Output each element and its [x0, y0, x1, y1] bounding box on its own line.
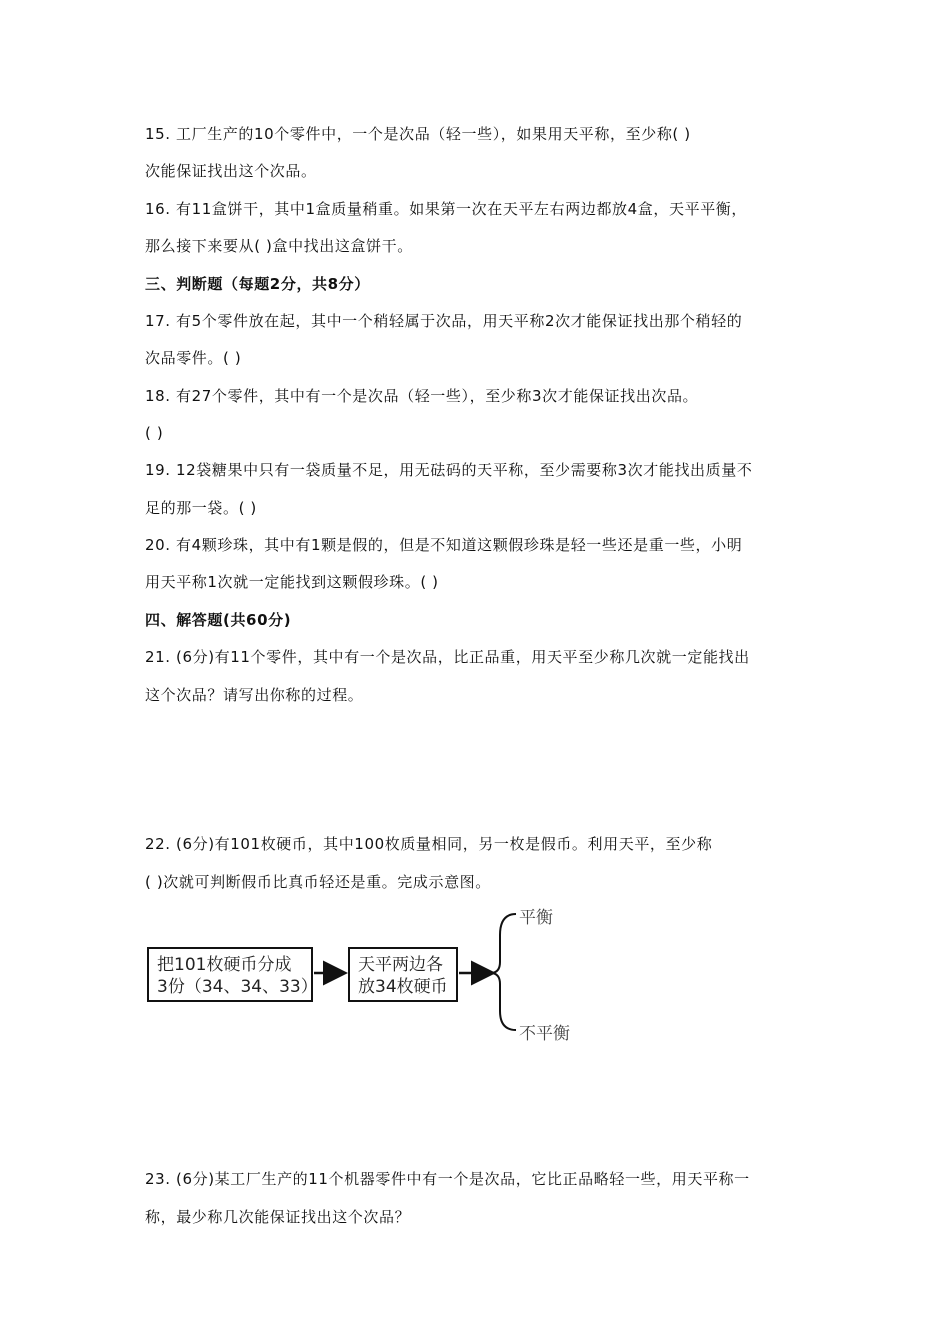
- branch-label-balanced: 平衡: [519, 908, 553, 928]
- q18-line2: ( ): [145, 424, 164, 442]
- q20-line1: 20. 有4颗珍珠，其中有1颗是假的，但是不知道这颗假珍珠是轻一些还是重一些，小明: [145, 536, 743, 554]
- step-box-weigh-line1: 天平两边各: [358, 955, 443, 975]
- q23-line1: 23. (6分)某工厂生产的11个机器零件中有一个是次品，它比正品略轻一些，用天平称一: [145, 1170, 750, 1188]
- q16-line2: 那么接下来要从( )盒中找出这盒饼干。: [145, 237, 413, 255]
- q16-line1: 16. 有11盒饼干，其中1盒质量稍重。如果第一次在天平左右两边都放4盒，天平平衡，: [145, 200, 748, 218]
- section4-heading: 四、解答题(共60分): [145, 611, 292, 629]
- q18-line1: 18. 有27个零件，其中有一个是次品（轻一些），至少称3次才能保证找出次品。: [145, 387, 699, 405]
- q22-line2: ( )次就可判断假币比真币轻还是重。完成示意图。: [145, 873, 491, 891]
- q19-line2: 足的那一袋。( ): [145, 499, 257, 517]
- step-box-split-line2: 3份（34、34、33）: [157, 977, 318, 997]
- q15-line1: 15. 工厂生产的10个零件中，一个是次品（轻一些），如果用天平称，至少称( ): [145, 125, 691, 143]
- q20-line2: 用天平称1次就一定能找到这颗假珍珠。( ): [145, 573, 439, 591]
- step-box-split-line1: 把101枚硬币分成: [157, 955, 292, 975]
- branch-label-unbalanced: 不平衡: [519, 1024, 570, 1044]
- q17-line2: 次品零件。( ): [145, 349, 242, 367]
- brace-icon: [492, 914, 516, 1030]
- section3-heading: 三、判断题（每题2分，共8分）: [145, 275, 370, 293]
- q21-line2: 这个次品？请写出你称的过程。: [145, 686, 364, 704]
- q15-line2: 次能保证找出这个次品。: [145, 162, 317, 180]
- q19-line1: 19. 12袋糖果中只有一袋质量不足，用无砝码的天平称，至少需要称3次才能找出质量不: [145, 461, 753, 479]
- q17-line1: 17. 有5个零件放在起，其中一个稍轻属于次品，用天平称2次才能保证找出那个稍轻的: [145, 312, 743, 330]
- q21-line1: 21. (6分)有11个零件，其中有一个是次品，比正品重，用天平至少称几次就一定能找出: [145, 648, 750, 666]
- q23-line2: 称，最少称几次能保证找出这个次品？: [145, 1208, 411, 1226]
- q22-line1: 22. (6分)有101枚硬币，其中100枚质量相同，另一枚是假币。利用天平，至少称: [145, 835, 713, 853]
- step-box-weigh-line2: 放34枚硬币: [358, 977, 448, 997]
